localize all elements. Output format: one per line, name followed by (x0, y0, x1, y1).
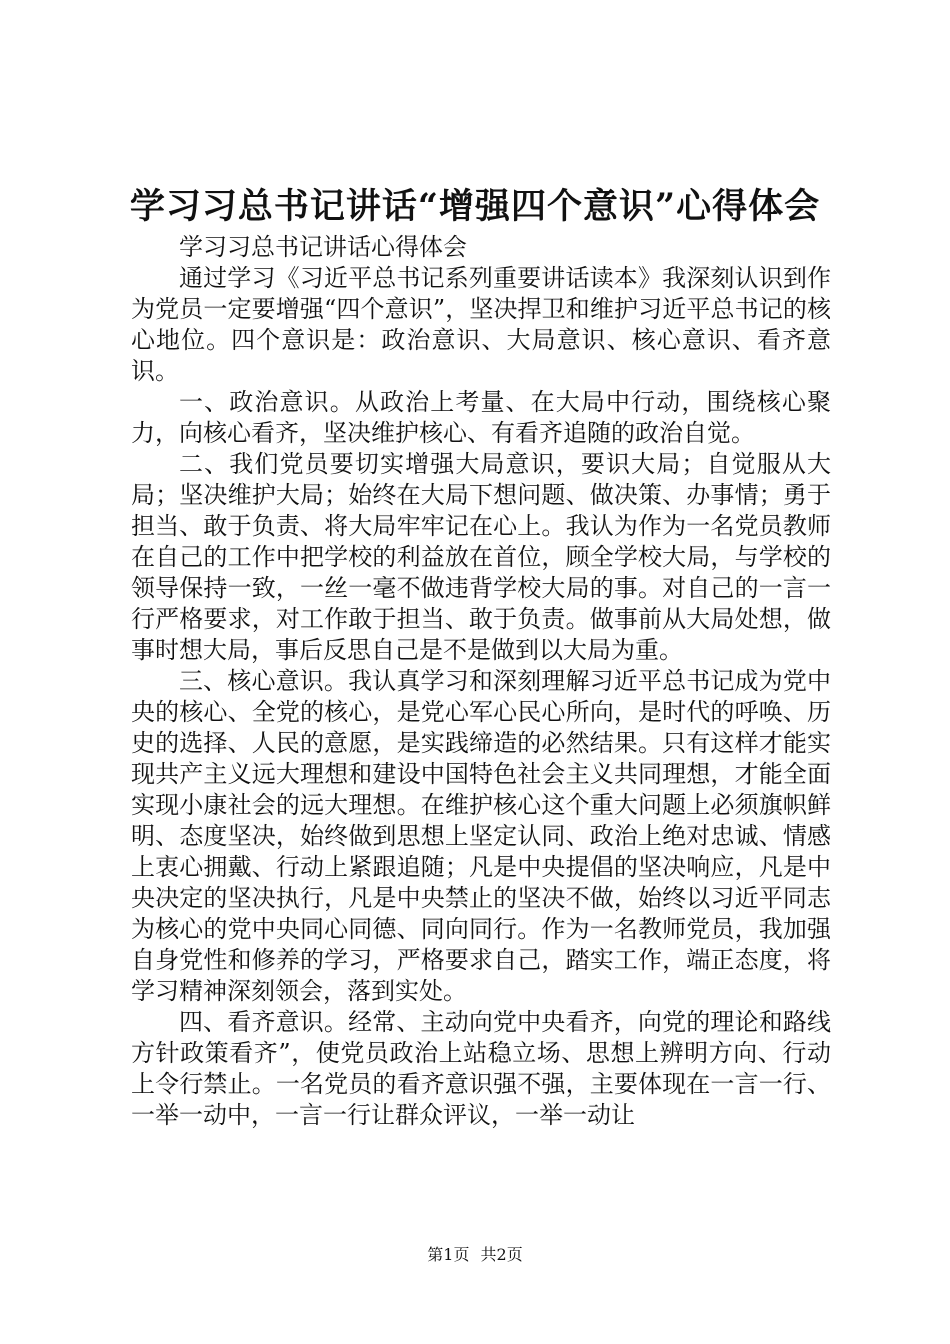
paragraph-big-picture-awareness: 二、我们党员要切实增强大局意识，要识大局；自觉服从大局；坚决维护大局；始终在大局下想问题、做决策、办事情；勇于担当、敢于负责、将大局牢牢记在心上。我认为作为一名党员教师在自己的工作中把学校的利益放在首位，顾全学校大局，与学校的领导保持一致，一丝一毫不做违背学校大局的事。对自己的一言一行严格要求，对工作敢于担当、敢于负责。做事前从大局处想，做事时想大局，事后反思自己是不是做到以大局为重。 (131, 450, 831, 664)
page-total: 共2页 (480, 1245, 523, 1264)
document-body (131, 232, 831, 1131)
paragraph-intro: 通过学习《习近平总书记系列重要讲话读本》我深刻认识到作为党员一定要增强“四个意识”，坚决捍卫和维护习近平总书记的核心地位。四个意识是：政治意识、大局意识、核心意识、看齐意识。 (131, 264, 831, 385)
paragraph-alignment-awareness: 四、看齐意识。经常、主动向党中央看齐，向党的理论和路线方针政策看齐”，使党员政治上站稳立场、思想上辨明方向、行动上令行禁止。一名党员的看齐意识强不强，主要体现在一言一行、一举一动中，一言一行让群众评议，一举一动让 (131, 1008, 831, 1129)
page-footer (0, 1244, 950, 1266)
paragraph-political-awareness: 一、政治意识。从政治上考量、在大局中行动，围绕核心聚力，向核心看齐，坚决维护核心、有看齐追随的政治自觉。 (131, 388, 831, 447)
document-title: 学习习总书记讲话“增强四个意识”心得体会 (129, 186, 821, 227)
paragraph-subtitle: 学习习总书记讲话心得体会 (179, 233, 467, 261)
page-number: 第1页 (427, 1245, 470, 1264)
paragraph-core-awareness: 三、核心意识。我认真学习和深刻理解习近平总书记成为党中央的核心、全党的核心，是党心军心民心所向，是时代的呼唤、历史的选择、人民的意愿，是实践缔造的必然结果。只有这样才能实现共产主义远大理想和建设中国特色社会主义共同理想，才能全面实现小康社会的远大理想。在维护核心这个重大问题上必须旗帜鲜明、态度坚决，始终做到思想上坚定认同、政治上绝对忠诚、情感上衷心拥戴、行动上紧跟追随；凡是中央提倡的坚决响应，凡是中央决定的坚决执行，凡是中央禁止的坚决不做，始终以习近平同志为核心的党中央同心同德、同向同行。作为一名教师党员，我加强自身党性和修养的学习，严格要求自己，踏实工作，端正态度，将学习精神深刻领会，落到实处。 (131, 667, 831, 1005)
